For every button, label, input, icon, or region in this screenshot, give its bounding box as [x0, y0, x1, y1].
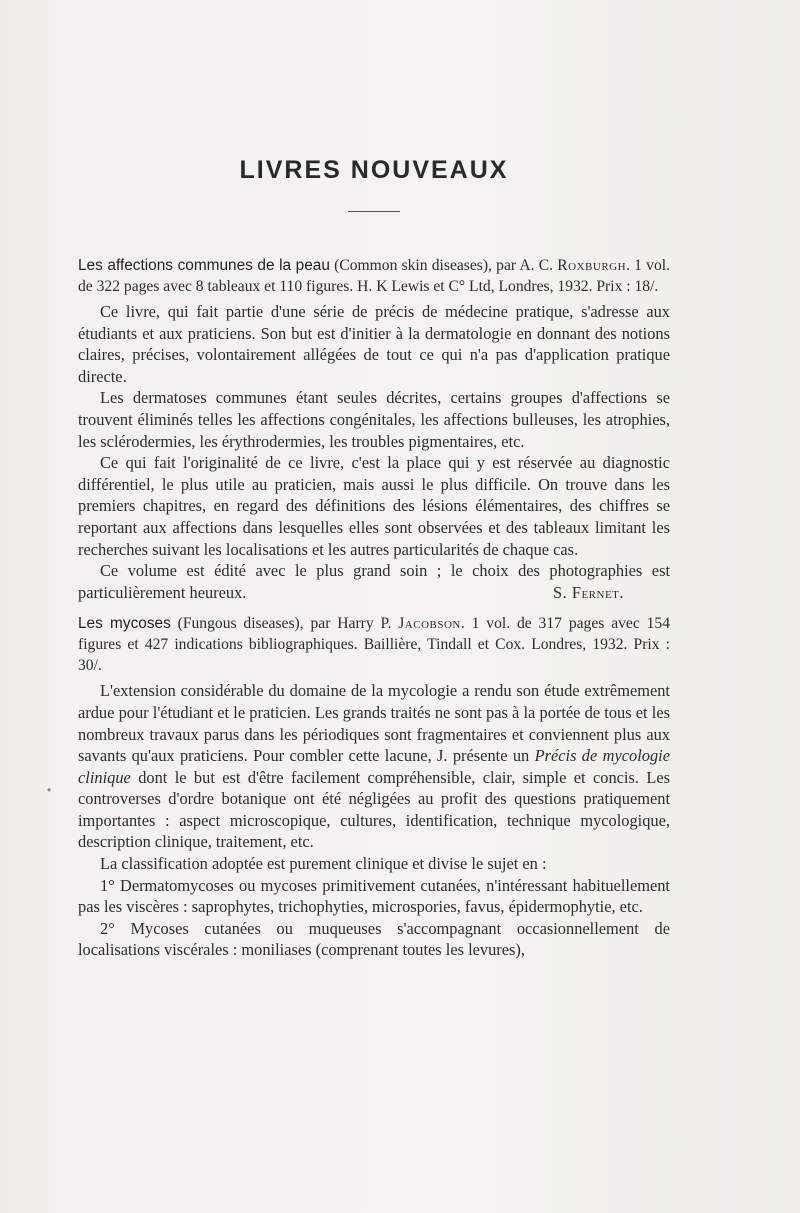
review-paragraph-text: Ce volume est édité avec le plus grand soin ; le choix des photographies est particulièrement heureux. — [78, 561, 670, 602]
review-paragraph-text: dont le but est d'être facilement compréhensible, clair, simple et concis. Les controverses d'ordre botanique ont été négligées au profit des questions pratiquement importantes : aspect microscopique, cultures, identification, technique mycologique, description clinique, traitement, etc. — [78, 767, 670, 852]
classification-item: 1° Dermatomycoses ou mycoses primitivement cutanées, n'intéressant habituellement pas les viscères : saprophytes, trichophyties, microspories, favus, épidermophytie, etc. — [78, 875, 670, 917]
review-paragraph: Ce qui fait l'originalité de ce livre, c'est la place qui y est réservée au diagnostic différentiel, le plus utile au praticien, mais aussi le plus difficile. On trouve dans les premiers chapitres, en regard des définitions des lésions élémentaires, des chiffres se reportant aux affections dans lesquelles elles sont observées et des tableaux limitant les recherches suivant les localisations et les autres particularités de chaque cas. — [78, 453, 670, 559]
review-paragraph-last — [78, 560, 670, 603]
review-heading-text: (Fungous diseases), par Harry P. — [170, 615, 399, 633]
book-title-italic: Précis de mycologie clinique — [78, 746, 670, 787]
review-author: Roxburgh — [557, 257, 627, 274]
review-heading-details: . 1 vol. de 317 pages avec 154 figures et 427 indications bibliographiques. Baillière, Tindall et Cox. Londres, 1932. Prix : 30/. — [78, 615, 671, 675]
review-author: Jacobson — [398, 615, 461, 633]
review-paragraph: La classification adoptée est purement clinique et divise le sujet en : — [100, 854, 547, 874]
review-keyword: Les affections communes de la peau — [78, 257, 330, 274]
article-body — [78, 150, 670, 961]
review-heading — [78, 255, 670, 297]
review-skin-diseases — [78, 255, 670, 603]
review-paragraph — [78, 680, 670, 853]
review-heading-details: . 1 vol. de 322 pages avec 8 tableaux et 110 figures. H. K Lewis et C° Ltd, Londres, 1932. Prix : 18/. — [78, 257, 670, 295]
review-keyword: Les mycoses — [78, 615, 171, 633]
margin-mark: • — [47, 783, 52, 797]
title-divider — [348, 211, 400, 212]
review-paragraph-text: L'extension considérable du domaine de la mycologie a rendu son étude extrêmement ardue pour l'étudiant et le praticien. Les grands traités ne sont pas à la portée de tous et les nombreux travaux parus dans les périodiques sont fragmentaires et conviennent plus aux savants qu'aux praticiens. Pour combler cette lacune, J. présente un — [78, 681, 670, 766]
review-signature: S. Fernet. — [553, 582, 624, 602]
page-title: LIVRES NOUVEAUX — [239, 156, 509, 184]
review-heading-text: (Common skin diseases), par A. C. — [329, 257, 558, 274]
review-paragraph: Ce livre, qui fait partie d'une série de précis de médecine pratique, s'adresse aux étudiants et aux praticiens. Son but est d'initier à la dermatologie en donnant des notions claires, précises, volontairement allégées de tout ce qui n'a pas d'application pratique directe. — [78, 302, 670, 386]
classification-item: 2° Mycoses cutanées ou muqueuses s'accompagnant occasionnellement de localisations viscérales : moniliases (comprenant toutes les levures), — [78, 918, 670, 960]
review-heading — [78, 613, 670, 676]
review-mycoses — [78, 613, 670, 961]
review-paragraph: Les dermatoses communes étant seules décrites, certains groupes d'affections se trouvent éliminés telles les affections congénitales, les affections bulleuses, les atrophies, les sclérodermies, les érythrodermies, les troubles pigmentaires, etc. — [78, 388, 670, 451]
